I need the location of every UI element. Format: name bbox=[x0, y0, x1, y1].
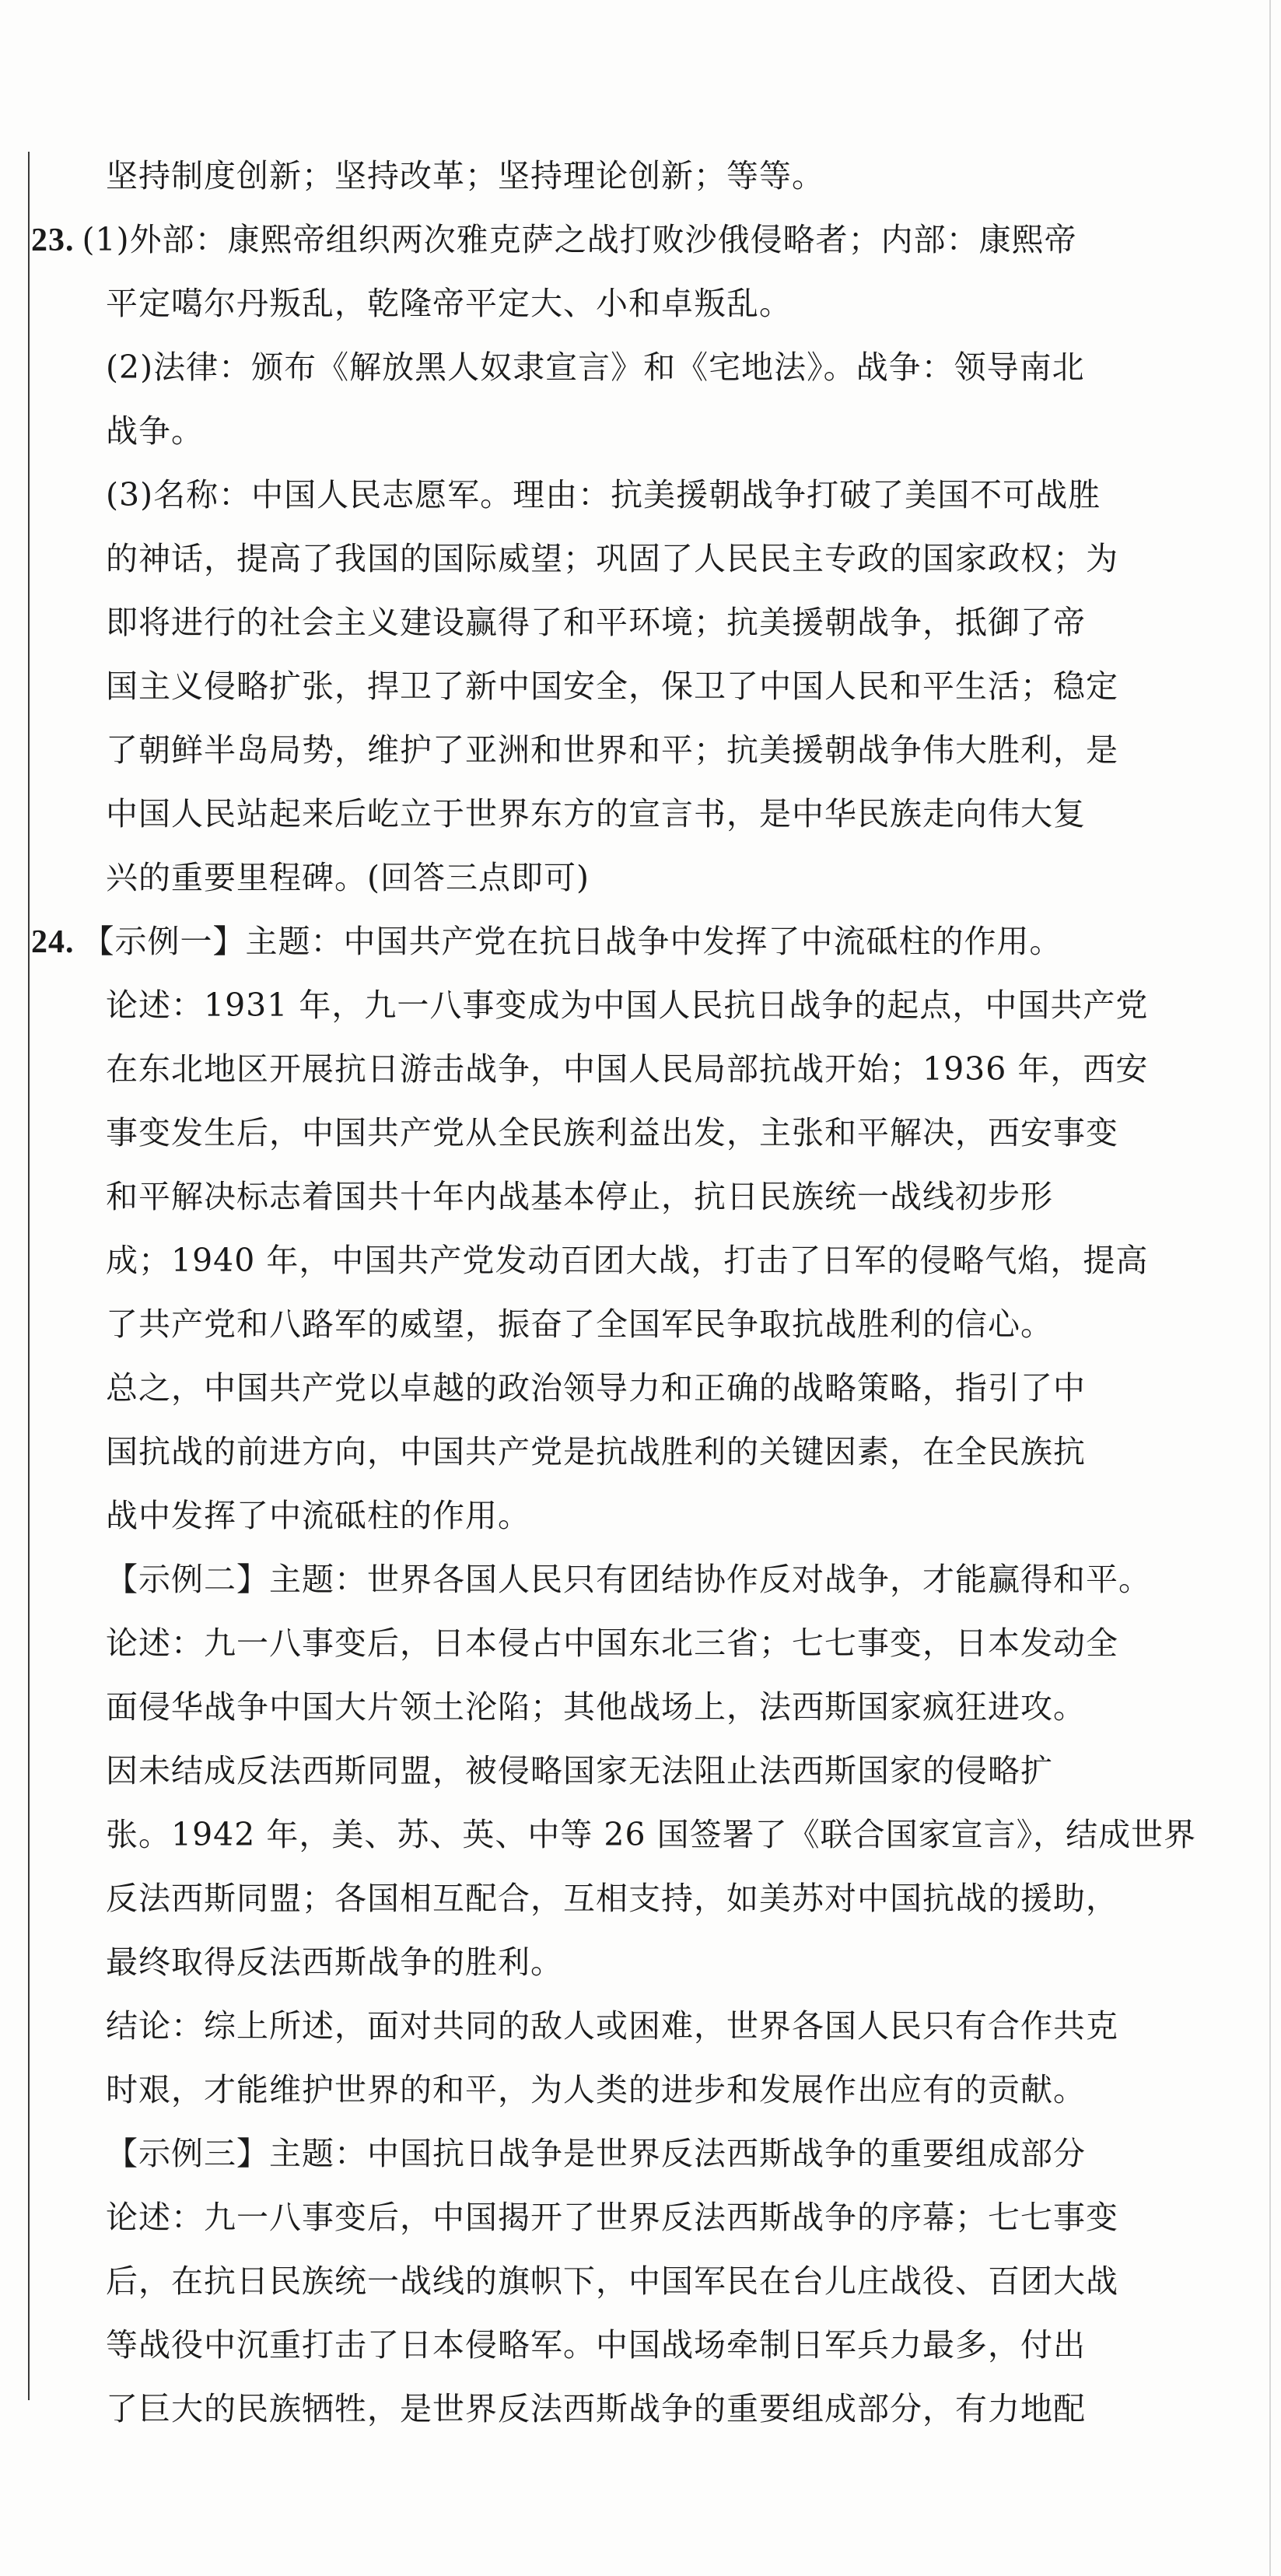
text-line: (3)名称：中国人民志愿军。理由：抗美援朝战争打破了美国不可战胜 bbox=[106, 476, 1101, 513]
text-line: 结论：综上所述，面对共同的敌人或困难，世界各国人民只有合作共克 bbox=[106, 2007, 1118, 2045]
question-number: 24. bbox=[31, 924, 75, 960]
question-24-line: 24. 【示例一】主题：中国共产党在抗日战争中发挥了中流砥柱的作用。 bbox=[31, 923, 1062, 960]
text-line: 反法西斯同盟；各国相互配合，互相支持，如美苏对中国抗战的援助， bbox=[106, 1880, 1118, 1917]
text-line: 事变发生后，中国共产党从全民族利益出发，主张和平解决，西安事变 bbox=[106, 1114, 1118, 1151]
text-line: 论述：九一八事变后，中国揭开了世界反法西斯战争的序幕；七七事变 bbox=[106, 2199, 1118, 2236]
text-line: 最终取得反法西斯战争的胜利。 bbox=[106, 1943, 563, 1981]
text-line: 时艰，才能维护世界的和平，为人类的进步和发展作出应有的贡献。 bbox=[106, 2071, 1086, 2108]
text-line: 了巨大的民族牺牲，是世界反法西斯战争的重要组成部分，有力地配 bbox=[106, 2390, 1086, 2427]
text-line: 兴的重要里程碑。(回答三点即可) bbox=[106, 859, 590, 896]
question-23-line: 23. (1)外部：康熙帝组织两次雅克萨之战打败沙俄侵略者；内部：康熙帝 bbox=[31, 221, 1077, 258]
text-line: 国主义侵略扩张，捍卫了新中国安全，保卫了中国人民和平生活；稳定 bbox=[106, 668, 1118, 705]
text-line: 国抗战的前进方向，中国共产党是抗战胜利的关键因素，在全民族抗 bbox=[106, 1433, 1086, 1470]
text-line: 中国人民站起来后屹立于世界东方的宣言书，是中华民族走向伟大复 bbox=[106, 795, 1086, 832]
text-line: 总之，中国共产党以卓越的政治领导力和正确的战略策略，指引了中 bbox=[106, 1369, 1086, 1407]
question-number: 23. bbox=[31, 223, 75, 258]
text-line: 【示例二】主题：世界各国人民只有团结协作反对战争，才能赢得和平。 bbox=[106, 1561, 1151, 1598]
text-line: 战争。 bbox=[106, 412, 204, 450]
text-line: 战中发挥了中流砥柱的作用。 bbox=[106, 1497, 530, 1534]
text-line: 张。1942 年，美、苏、英、中等 26 国签署了《联合国家宣言》，结成世界 bbox=[106, 1816, 1197, 1853]
text-line: 平定噶尔丹叛乱，乾隆帝平定大、小和卓叛乱。 bbox=[106, 285, 792, 322]
text-line: 和平解决标志着国共十年内战基本停止，抗日民族统一战线初步形 bbox=[106, 1178, 1053, 1215]
text-line: 在东北地区开展抗日游击战争，中国人民局部抗战开始；1936 年，西安 bbox=[106, 1050, 1149, 1088]
text-line: 论述：1931 年，九一八事变成为中国人民抗日战争的起点，中国共产党 bbox=[106, 987, 1149, 1024]
text-line: 【示例三】主题：中国抗日战争是世界反法西斯战争的重要组成部分 bbox=[106, 2135, 1086, 2172]
text-line: 后，在抗日民族统一战线的旗帜下，中国军民在台儿庄战役、百团大战 bbox=[106, 2262, 1118, 2300]
text-line: 面侵华战争中国大片领土沦陷；其他战场上，法西斯国家疯狂进攻。 bbox=[106, 1688, 1086, 1726]
answer-text-body bbox=[0, 144, 1281, 2441]
text-line: 了朝鲜半岛局势，维护了亚洲和世界和平；抗美援朝战争伟大胜利，是 bbox=[106, 731, 1118, 769]
text-line: 了共产党和八路军的威望，振奋了全国军民争取抗战胜利的信心。 bbox=[106, 1306, 1053, 1343]
text-line: 成；1940 年，中国共产党发动百团大战，打击了日军的侵略气焰，提高 bbox=[106, 1242, 1149, 1279]
text-line: (2)法律：颁布《解放黑人奴隶宣言》和《宅地法》。战争：领导南北 bbox=[106, 349, 1085, 386]
text-line: 的神话，提高了我国的国际威望；巩固了人民民主专政的国家政权；为 bbox=[106, 540, 1118, 577]
text-line: 等战役中沉重打击了日本侵略军。中国战场牵制日军兵力最多，付出 bbox=[106, 2326, 1086, 2364]
text-line: 论述：九一八事变后，日本侵占中国东北三省；七七事变，日本发动全 bbox=[106, 1624, 1118, 1662]
text-line: 因未结成反法西斯同盟，被侵略国家无法阻止法西斯国家的侵略扩 bbox=[106, 1752, 1053, 1789]
text-line: 坚持制度创新；坚持改革；坚持理论创新；等等。 bbox=[106, 157, 824, 195]
text-line: 即将进行的社会主义建设赢得了和平环境；抗美援朝战争，抵御了帝 bbox=[106, 604, 1086, 641]
